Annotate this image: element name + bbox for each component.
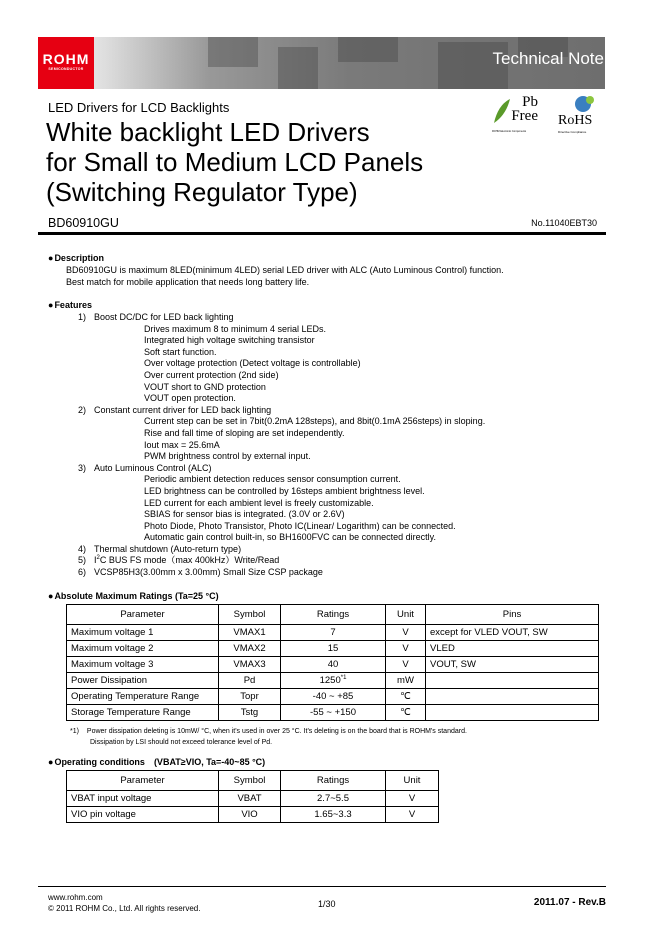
column-header: Pins <box>426 605 599 625</box>
table-cell <box>219 641 281 657</box>
cell-text: 7 <box>330 626 336 638</box>
table-cell <box>67 807 219 823</box>
cell-text: VLED <box>430 642 455 654</box>
footnote <box>70 726 467 748</box>
globe-icon <box>568 95 598 113</box>
title-line: (Switching Regulator Type) <box>46 177 358 207</box>
cell-text: Maximum voltage 1 <box>71 626 154 638</box>
table-cell <box>281 641 386 657</box>
cell-text: Tstg <box>240 706 259 718</box>
op-cond-table <box>66 770 439 823</box>
table-cell <box>219 673 281 689</box>
pb-free-text: Pb Free <box>511 94 538 124</box>
op-cond-heading: ● Operating conditions (VBAT≥VIO, Ta=-40~85 °C) <box>48 757 265 768</box>
feature-number: 4) <box>78 543 87 554</box>
feature-title: $I^2C$ BUS FS mode（max 400kHz）Write/Read <box>94 555 280 566</box>
features-heading: ● Features <box>48 300 92 311</box>
cell-text: VMAX2 <box>233 642 266 654</box>
footer-url[interactable]: www.rohm.com <box>48 893 103 902</box>
feature-detail: SBIAS for sensor bias is integrated. (3.0V or 2.6V) <box>144 509 345 520</box>
cell-text: -40 ~ +85 <box>312 690 354 702</box>
feature-detail: Rise and fall time of sloping are set independently. <box>144 427 345 438</box>
table-cell <box>67 657 219 673</box>
column-header: Unit <box>386 605 426 625</box>
table-cell <box>67 791 219 807</box>
table-row <box>67 625 599 641</box>
feature-title: VCSP85H3(3.00mm x 3.00mm) Small Size CSP package <box>94 567 323 578</box>
cell-text: VIO <box>241 808 258 820</box>
table-cell <box>386 807 439 823</box>
table-cell <box>281 673 386 689</box>
feature-title: Thermal shutdown (Auto-return type) <box>94 543 242 554</box>
pb-free-sub: ROHM Electronic Components <box>492 130 527 133</box>
rohs-text: RoHS <box>558 113 593 128</box>
feature-detail: Over current protection (2nd side) <box>144 369 279 380</box>
title-line: for Small to Medium LCD Panels <box>46 147 424 177</box>
abs-max-heading: ● Absolute Maximum Ratings (Ta=25 °C) <box>48 591 219 602</box>
cell-text: V <box>408 792 416 804</box>
table-cell <box>67 673 219 689</box>
feature-detail: Periodic ambient detection reduces sensor consumption current. <box>144 474 401 485</box>
feature-number: 6) <box>78 567 87 578</box>
cell-text: Storage Temperature Range <box>71 706 191 718</box>
table-cell <box>386 657 426 673</box>
cell-text: V <box>402 658 409 670</box>
feature-title: Constant current driver for LED back lighting <box>94 404 272 415</box>
table-cell <box>219 705 281 721</box>
table-cell <box>67 641 219 657</box>
rohm-logo <box>38 37 94 89</box>
cell-text: Maximum voltage 3 <box>71 658 154 670</box>
feature-item <box>78 463 485 475</box>
cell-text: VOUT, SW <box>430 658 476 670</box>
cell-text: 1.65~3.3 <box>314 808 352 820</box>
column-header: Parameter <box>67 605 219 625</box>
table-cell <box>426 673 599 689</box>
table-row <box>67 657 599 673</box>
feature-item <box>78 405 485 417</box>
feature-detail: Automatic gain control built-in, so BH1600FVC can be connected directly. <box>144 532 436 543</box>
cell-text: VIO pin voltage <box>71 808 136 820</box>
footnote-mark: *1) <box>70 728 79 735</box>
table-header-row <box>67 771 439 791</box>
table-cell <box>386 689 426 705</box>
cell-text: 40 <box>327 658 339 670</box>
table-row <box>67 689 599 705</box>
cell-text: mW <box>397 674 414 686</box>
table-row <box>67 807 439 823</box>
cell-text: V <box>402 626 409 638</box>
cell-text: ℃ <box>400 690 411 702</box>
table-cell <box>219 657 281 673</box>
description-heading: ● Description <box>48 253 104 264</box>
table-cell <box>281 689 386 705</box>
column-header: Unit <box>386 771 439 791</box>
cell-text: Maximum voltage 2 <box>71 642 154 654</box>
column-header: Ratings <box>281 771 386 791</box>
feature-item <box>78 555 485 567</box>
table-cell <box>281 807 386 823</box>
description-text <box>66 264 504 289</box>
table-cell <box>386 705 426 721</box>
feature-number: 1) <box>78 312 87 322</box>
cell-text: ℃ <box>400 706 411 718</box>
footnote-line: Power dissipation deleting is 10mW/ °C, when it's used in over 25 °C. It's deleting is on the board that is ROHM's standard. <box>86 728 467 735</box>
feature-number: 2) <box>78 404 87 415</box>
cell-text: Pd <box>243 674 256 686</box>
feature-title: Boost DC/DC for LED back lighting <box>94 312 234 322</box>
cell-text: V <box>408 808 416 820</box>
category: LED Drivers for LCD Backlights <box>48 100 230 115</box>
column-header: Symbol <box>219 771 281 791</box>
feature-detail: Photo Diode, Photo Transistor, Photo IC(Linear/ Logarithm) can be connected. <box>144 520 456 531</box>
table-cell <box>386 625 426 641</box>
table-cell <box>67 705 219 721</box>
divider <box>38 232 606 235</box>
cell-text: Power Dissipation <box>71 674 148 686</box>
column-header: Symbol <box>219 605 281 625</box>
feature-detail: VOUT short to GND protection <box>144 381 266 392</box>
column-header: Ratings <box>281 605 386 625</box>
feature-detail: PWM brightness control by external input. <box>144 451 311 462</box>
table-cell <box>426 705 599 721</box>
table-cell <box>281 657 386 673</box>
feature-detail: VOUT open protection. <box>144 393 236 404</box>
footer-divider <box>38 886 606 887</box>
feature-detail: LED current for each ambient level is freely customizable. <box>144 497 374 508</box>
pb-free-logo <box>492 95 540 135</box>
cell-text: VMAX1 <box>233 626 266 638</box>
cell-text: VMAX3 <box>233 658 266 670</box>
cell-text: 2.7~5.5 <box>317 792 349 804</box>
feature-detail: Over voltage protection (Detect voltage is controllable) <box>144 358 361 369</box>
cell-text: Operating Temperature Range <box>71 690 200 702</box>
cell-text: except for VLED VOUT, SW <box>430 626 548 638</box>
cell-text: 15 <box>327 642 339 654</box>
table-cell <box>386 673 426 689</box>
feature-detail: LED brightness can be controlled by 16steps ambient brightness level. <box>144 485 425 496</box>
model-number: BD60910GU <box>48 216 119 230</box>
cell-text: VBAT input voltage <box>71 792 152 804</box>
table-cell <box>426 641 599 657</box>
feature-item <box>78 544 485 556</box>
footnote-line: Dissipation by LSI should not exceed tolerance level of Pd. <box>90 739 273 746</box>
table-cell <box>219 689 281 705</box>
feature-detail: Current step can be set in 7bit(0.2mA 128steps), and 8bit(0.1mA 256steps) in sloping. <box>144 416 486 427</box>
table-cell <box>219 807 281 823</box>
cell-text: VBAT <box>237 792 262 804</box>
feature-title: Auto Luminous Control (ALC) <box>94 462 212 473</box>
table-cell <box>386 641 426 657</box>
table-cell <box>426 625 599 641</box>
revision: 2011.07 - Rev.B <box>533 897 606 908</box>
feature-item <box>78 312 485 324</box>
table-cell <box>219 625 281 641</box>
table-cell <box>67 625 219 641</box>
cell-text: Topr <box>240 690 259 702</box>
column-header: Parameter <box>67 771 219 791</box>
table-row <box>67 673 599 689</box>
note-mark: *1 <box>340 674 347 681</box>
table-cell <box>67 689 219 705</box>
table-cell <box>219 791 281 807</box>
table-cell <box>281 705 386 721</box>
table-row <box>67 641 599 657</box>
abs-max-table <box>66 604 599 721</box>
feature-detail: Drives maximum 8 to minimum 4 serial LEDs. <box>144 323 327 334</box>
banner-title: Technical Note <box>492 49 604 68</box>
feature-number: 3) <box>78 462 87 473</box>
description-line: BD60910GU is maximum 8LED(minimum 4LED) serial LED driver with ALC (Auto Luminous Control) function. <box>66 265 504 275</box>
feature-number: 5) <box>78 555 87 566</box>
table-cell <box>281 625 386 641</box>
cell-text: -55 ~ +150 <box>310 706 356 718</box>
document-number: No.11040EBT30 <box>531 218 597 228</box>
cell-text: V <box>402 642 409 654</box>
rohs-logo <box>558 95 606 135</box>
table-cell <box>426 689 599 705</box>
feature-item <box>78 567 485 579</box>
table-row <box>67 791 439 807</box>
page-number: 1/30 <box>318 899 336 909</box>
brand-sub: SEMICONDUCTOR <box>48 67 84 71</box>
table-cell <box>281 791 386 807</box>
table-cell <box>426 657 599 673</box>
description-line: Best match for mobile application that needs long battery life. <box>66 277 310 288</box>
cell-text: 1250 <box>319 674 341 686</box>
feature-detail: Soft start function. <box>144 346 217 357</box>
feature-detail: Integrated high voltage switching transistor <box>144 335 315 346</box>
footer-left <box>48 892 200 914</box>
table-header-row <box>67 605 599 625</box>
features-list <box>78 312 485 579</box>
brand-name: ROHM <box>42 51 90 67</box>
table-cell <box>386 791 439 807</box>
rohs-sub: Directive Compliance <box>558 130 587 134</box>
feature-detail: Iout max = 25.6mA <box>144 439 220 450</box>
copyright: © 2011 ROHM Co., Ltd. All rights reserved. <box>48 904 201 913</box>
table-row <box>67 705 599 721</box>
title-line: White backlight LED Drivers <box>46 117 370 147</box>
